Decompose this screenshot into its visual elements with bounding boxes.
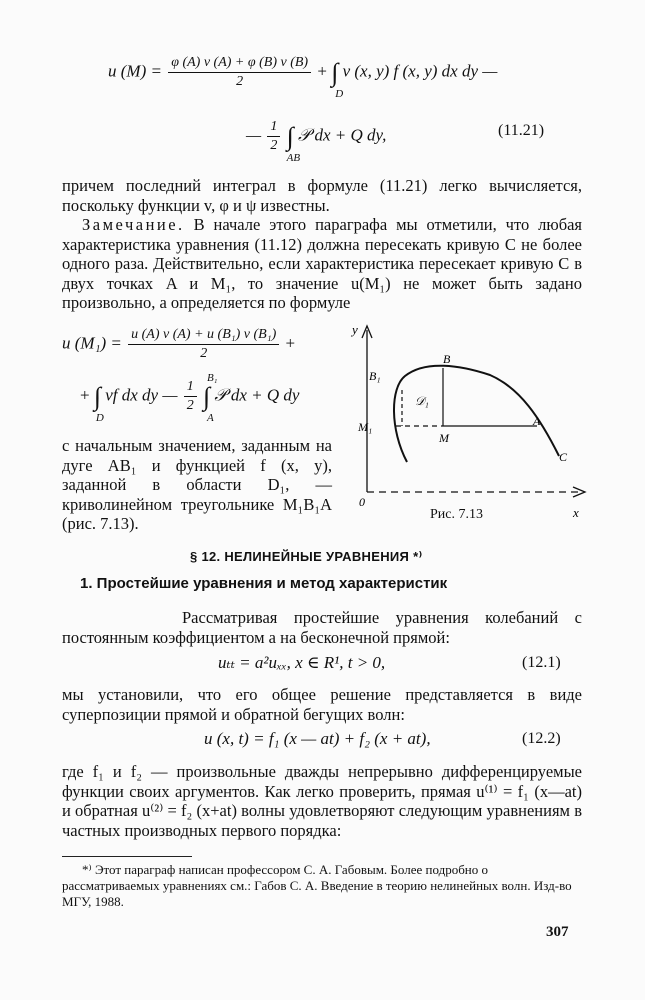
- equation-u-m1-line1: [62, 326, 295, 363]
- eq-lhs: u (M) =: [108, 61, 162, 81]
- integral-sign: ∫ AB: [286, 121, 301, 164]
- plus-sign: +: [285, 333, 296, 353]
- fraction-numerator: 1: [267, 118, 280, 137]
- equation-11-21-line1: [108, 54, 498, 100]
- fraction-denominator: 2: [200, 346, 208, 361]
- half-fraction: [184, 378, 197, 415]
- integrand: 𝒫 dx + Q dy: [214, 385, 300, 405]
- subsection-heading: 1. Простейшие уравнения и метод характеристик: [80, 575, 448, 592]
- label-m1: M₁: [358, 420, 373, 434]
- fraction-denominator: 2: [270, 138, 278, 153]
- paragraph: мы установили, что его общее решение представляется в виде суперпозиции прямой и обратной бегущих волн:: [62, 685, 582, 724]
- label-d1: 𝒟₁: [415, 394, 429, 408]
- section-heading: § 12. НЕЛИНЕЙНЫЕ УРАВНЕНИЯ *⁾: [190, 549, 423, 564]
- label-y: y: [352, 322, 358, 337]
- fraction-numerator: 1: [184, 378, 197, 397]
- label-origin: 0: [359, 495, 365, 509]
- fraction-numerator: φ (A) v (A) + φ (B) v (B): [168, 54, 311, 73]
- fraction-numerator: u (A) v (A) + u (B₁) v (B₁): [128, 326, 279, 345]
- equation-12-1: uₜₜ = a²uₓₓ, x ∈ R¹, t > 0,: [218, 653, 386, 672]
- label-b1: B₁: [369, 369, 381, 383]
- integrand: v (x, y) f (x, y) dx dy —: [342, 61, 498, 81]
- integral-lower-limit: D: [335, 87, 344, 100]
- equation-11-21-line2: [246, 118, 387, 164]
- half-fraction: [267, 118, 280, 155]
- integral-lower-limit: AB: [286, 151, 301, 164]
- integral-lower-limit: D: [95, 411, 104, 424]
- label-x: x: [573, 505, 579, 520]
- paragraph: Рассматривая простейшие уравнения колебаний с постоянным коэффициентом a на бесконечной прямой:: [62, 608, 582, 647]
- plus-sign: +: [80, 385, 90, 405]
- minus-sign: —: [246, 125, 262, 145]
- remark-paragraph: [62, 215, 582, 313]
- paragraph: где f₁ и f₂ — произвольные дважды непрерывно дифференцируемые функции своих аргументов. Как легко проверить, прямая u⁽¹⁾ = f₁ (x—at) и обратная u⁽²⁾ = f₂ (x+at) волны удовлетворяют следующим уравнениям в частных производных первого порядка:: [62, 762, 582, 840]
- fraction-denominator: 2: [236, 74, 244, 89]
- label-c: C: [559, 450, 568, 464]
- remark-label: Замечание.: [82, 215, 185, 234]
- label-m: M: [439, 431, 449, 445]
- figure-caption: Рис. 7.13: [430, 507, 483, 522]
- figure-7-13: [345, 320, 595, 525]
- integral-lower-limit: A: [206, 411, 214, 424]
- page-number: 307: [546, 924, 569, 940]
- footnote-rule: [62, 856, 192, 857]
- paragraph: причем последний интеграл в формуле (11.21) легко вычисляется, поскольку функции v, φ и ψ известны.: [62, 176, 582, 215]
- paragraph: с начальным значением, заданным на дуге AB₁ и функцией f (x, y), заданной в области D₁, — криволинейном треугольнике M₁B₁A (рис. 7.13).: [62, 436, 332, 533]
- plus-sign: +: [317, 61, 327, 81]
- remark-text: В начале этого параграфа мы отметили, что любая характеристика уравнения (11.12) должна пересекать кривую C не более одного раза. Действительно, если характеристика пересекает кривую C в двух точках A и M₁, то значение u(M₁) не может быть задано произвольно, а определяется по формуле: [62, 215, 582, 312]
- integral-sign: B₁ ∫ A: [202, 371, 218, 424]
- eq-fraction: [168, 54, 311, 91]
- integral-sign: ∫ D: [331, 57, 344, 100]
- eq-lhs: u (M₁) =: [62, 333, 122, 353]
- fraction-denominator: 2: [186, 398, 194, 413]
- label-a: A: [533, 414, 541, 428]
- equation-number: (12.1): [522, 654, 561, 671]
- integral-upper-limit: B₁: [206, 371, 218, 384]
- eq-fraction: [128, 326, 279, 363]
- equation-number: (12.2): [522, 730, 561, 747]
- equation-number: (11.21): [498, 122, 545, 139]
- equation-u-m1-line2: [80, 371, 300, 424]
- label-b: B: [443, 352, 451, 366]
- integrand: vf dx dy —: [105, 385, 178, 405]
- footnote: *⁾ Этот параграф написан профессором С. А. Габовым. Более подробно о рассматриваемых уравнениях см.: Габов С. А. Введение в теорию нелинейных волн. Изд-во МГУ, 1988.: [62, 862, 572, 909]
- equation-12-2: u (x, t) = f₁ (x — at) + f₂ (x + at),: [204, 729, 431, 748]
- integrand: 𝒫 dx + Q dy,: [298, 125, 387, 145]
- integral-sign: ∫ D: [93, 381, 104, 424]
